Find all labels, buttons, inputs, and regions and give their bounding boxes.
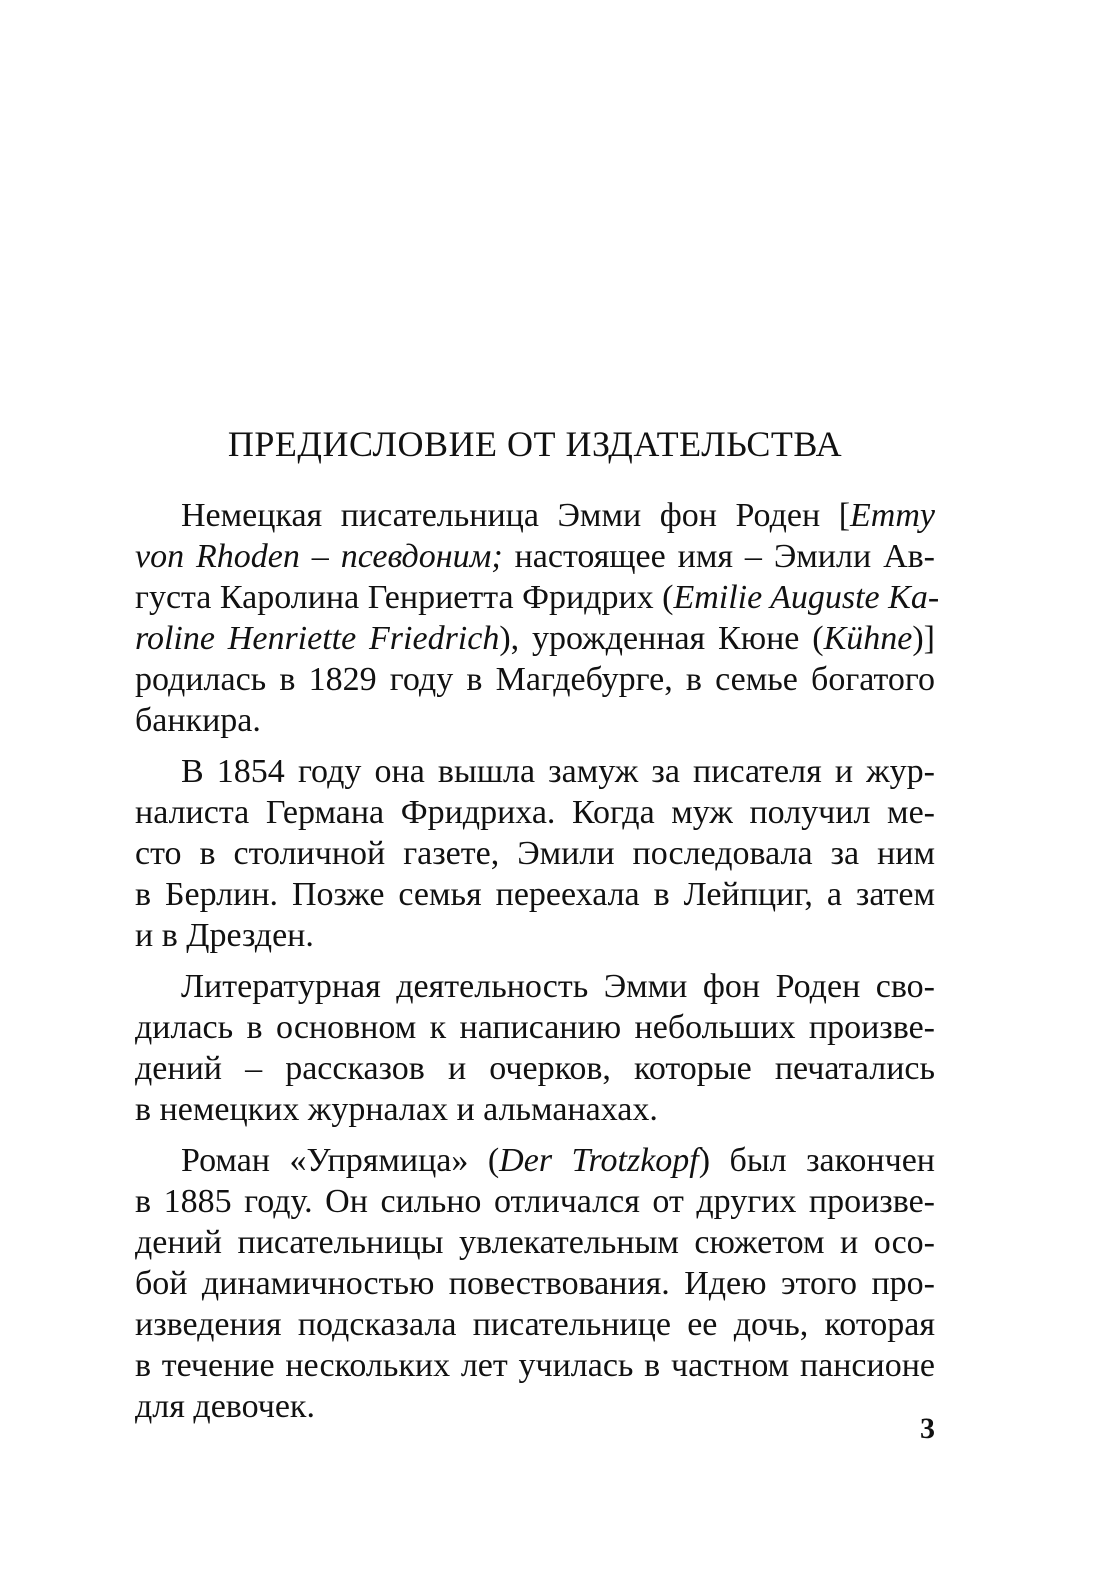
italic-span: Der Trotzkopf	[499, 1142, 699, 1179]
paragraph-4	[135, 1140, 935, 1427]
page-title: ПРЕДИСЛОВИЕ ОТ ИЗДАТЕЛЬСТВА	[227, 424, 843, 464]
page-number: 3	[920, 1412, 935, 1445]
text-line: налиста Германа Фридриха. Когда муж получил ме-	[135, 794, 935, 831]
text-span: ) был закончен	[698, 1142, 935, 1179]
text-line: сто в столичной газете, Эмили последовала за ним	[135, 835, 935, 872]
text-span: густа Каролина Генриетта Фридрих (	[135, 579, 674, 616]
text-line: банкира.	[135, 702, 261, 739]
text-span: ), урожденная Кюне (	[499, 620, 824, 657]
text-line: Литературная деятельность Эмми фон Роден сво-	[181, 968, 935, 1005]
paragraph-2	[135, 751, 935, 956]
text-line: в немецких журналах и альманахах.	[135, 1091, 658, 1128]
italic-span: roline Henriette Friedrich	[135, 620, 500, 657]
text-line	[135, 495, 935, 536]
text-span: )]	[912, 620, 936, 657]
preface-body	[135, 495, 940, 1437]
text-line	[135, 577, 940, 618]
paragraph-1	[135, 495, 940, 741]
italic-span: von Rhoden – псевдоним;	[135, 538, 503, 575]
text-line: в Берлин. Позже семья переехала в Лейпциг, а затем	[135, 876, 935, 913]
italic-span: Emmy	[850, 497, 935, 534]
text-span: Немецкая писательница Эмми фон Роден [	[181, 497, 851, 534]
text-span: настоящее имя – Эмили Ав-	[502, 538, 935, 575]
italic-span: Kühne	[823, 620, 913, 657]
text-line	[135, 618, 935, 659]
text-line	[135, 536, 935, 577]
text-line: родилась в 1829 году в Магдебурге, в семье богатого	[135, 661, 935, 698]
text-span: Роман «Упрямица» (	[181, 1142, 500, 1179]
text-line	[135, 1140, 935, 1181]
text-line: дений писательницы увлекательным сюжетом и осо-	[135, 1224, 935, 1261]
text-line: изведения подсказала писательнице ее дочь, которая	[135, 1306, 935, 1343]
text-line: дилась в основном к написанию небольших произве-	[135, 1009, 935, 1046]
text-line: в 1885 году. Он сильно отличался от других произве-	[135, 1183, 935, 1220]
text-line: В 1854 году она вышла замуж за писателя и жур-	[181, 753, 935, 790]
text-line: дений – рассказов и очерков, которые печатались	[135, 1050, 935, 1087]
paragraph-3	[135, 966, 935, 1130]
text-line: в течение нескольких лет училась в частном пансионе	[135, 1347, 935, 1384]
italic-span: Emilie Auguste Ka-	[673, 579, 940, 616]
text-line: бой динамичностью повествования. Идею этого про-	[135, 1265, 935, 1302]
text-line: для девочек.	[135, 1388, 315, 1425]
text-line: и в Дрезден.	[135, 917, 314, 954]
